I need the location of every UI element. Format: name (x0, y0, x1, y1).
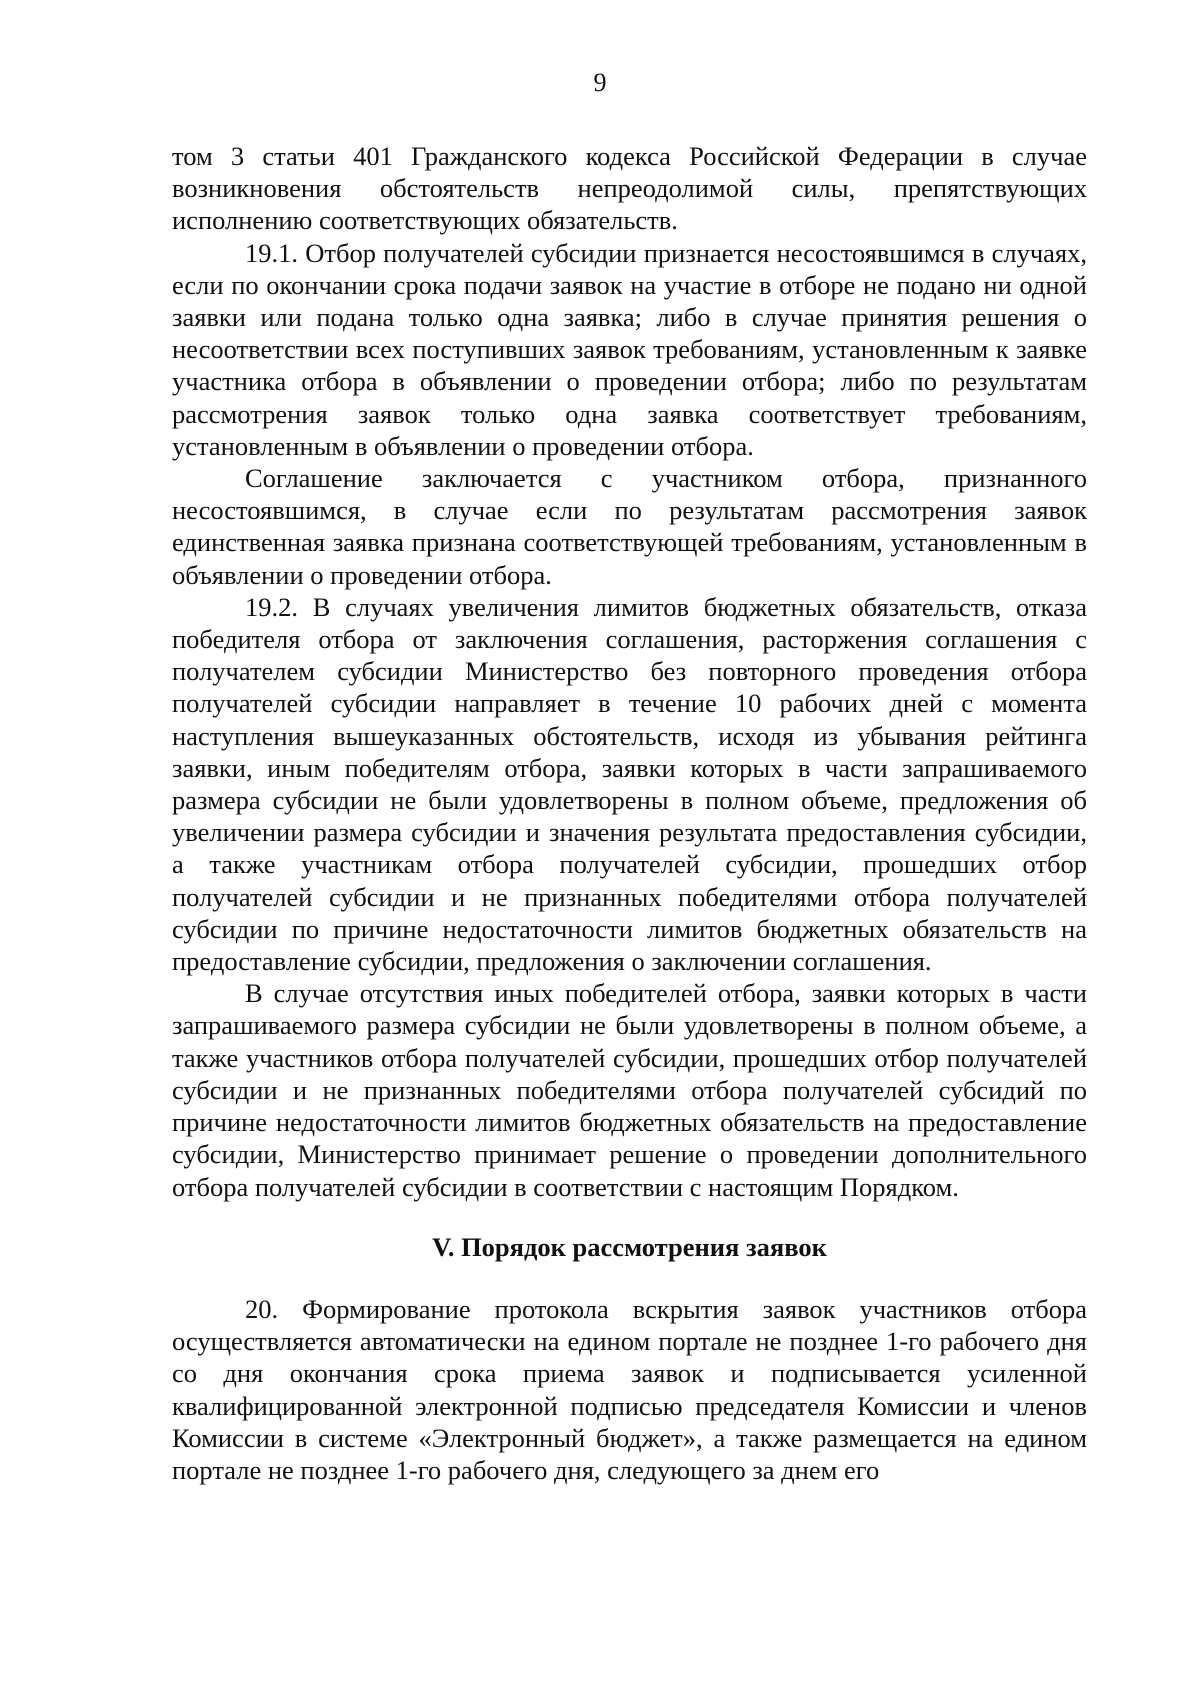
page-number: 9 (593, 68, 607, 97)
section-heading: V. Порядок рассмотрения заявок (432, 1231, 827, 1262)
paragraph-agreement: Соглашение заключается с участником отбора, признанного несостоявшимся, в случае если по результатам рассмотрения заявок единственная заявка признана соответствующей требованиям, установленным в объявлении о проведении отбора. (172, 463, 1087, 590)
paragraph-19-2: 19.2. В случаях увеличения лимитов бюджетных обязательств, отказа победителя отбора от заключения соглашения, расторжения соглашения с получателем субсидии Министерство без повторного проведения отбора получателей субсидии направляет в течение 10 рабочих дней с момента наступления вышеуказанных обстоятельств, исходя из убывания рейтинга заявки, иным победителям отбора, заявки которых в части запрашиваемого размера субсидии не были удовлетворены в полном объеме, предложения об увеличении размера субсидии и значения результата предоставления субсидии, а также участникам отбора получателей субсидии, прошедших отбор получателей субсидии и не признанных победителями отбора получателей субсидии по причине недостаточности лимитов бюджетных обязательств на предоставление субсидии, предложения о заключении соглашения. (172, 591, 1087, 977)
paragraph-19-1: 19.1. Отбор получателей субсидии признается несостоявшимся в случаях, если по окончании срока подачи заявок на участие в отборе не подано ни одной заявки или подана только одна заявка; либо в случае принятия решения о несоответствии всех поступивших заявок требованиям, установленным к заявке участника отбора в объявлении о проведении отбора; либо по результатам рассмотрения заявок только одна заявка соответствует требованиям, установленным в объявлении о проведении отбора. (172, 237, 1087, 461)
document-body (172, 140, 1087, 1486)
paragraph-no-winners: В случае отсутствия иных победителей отбора, заявки которых в части запрашиваемого размера субсидии не были удовлетворены в полном объеме, а также участников отбора получателей субсидии, прошедших отбор получателей субсидии и не признанных победителями отбора получателей субсидий по причине недостаточности лимитов бюджетных обязательств на предоставление субсидии, Министерство принимает решение о проведении дополнительного отбора получателей субсидии в соответствии с настоящим Порядком. (172, 978, 1087, 1202)
paragraph-continuation: том 3 статьи 401 Гражданского кодекса Российской Федерации в случае возникновения обстоятельств непреодолимой силы, препятствующих исполнению соответствующих обязательств. (172, 141, 1087, 236)
paragraph-20: 20. Формирование протокола вскрытия заявок участников отбора осуществляется автоматически на едином портале не позднее 1-го рабочего дня со дня окончания срока приема заявок и подписывается усиленной квалифицированной электронной подписью председателя Комиссии и членов Комиссии в системе «Электронный бюджет», а также размещается на едином портале не позднее 1-го рабочего дня, следующего за днем его (172, 1293, 1087, 1485)
